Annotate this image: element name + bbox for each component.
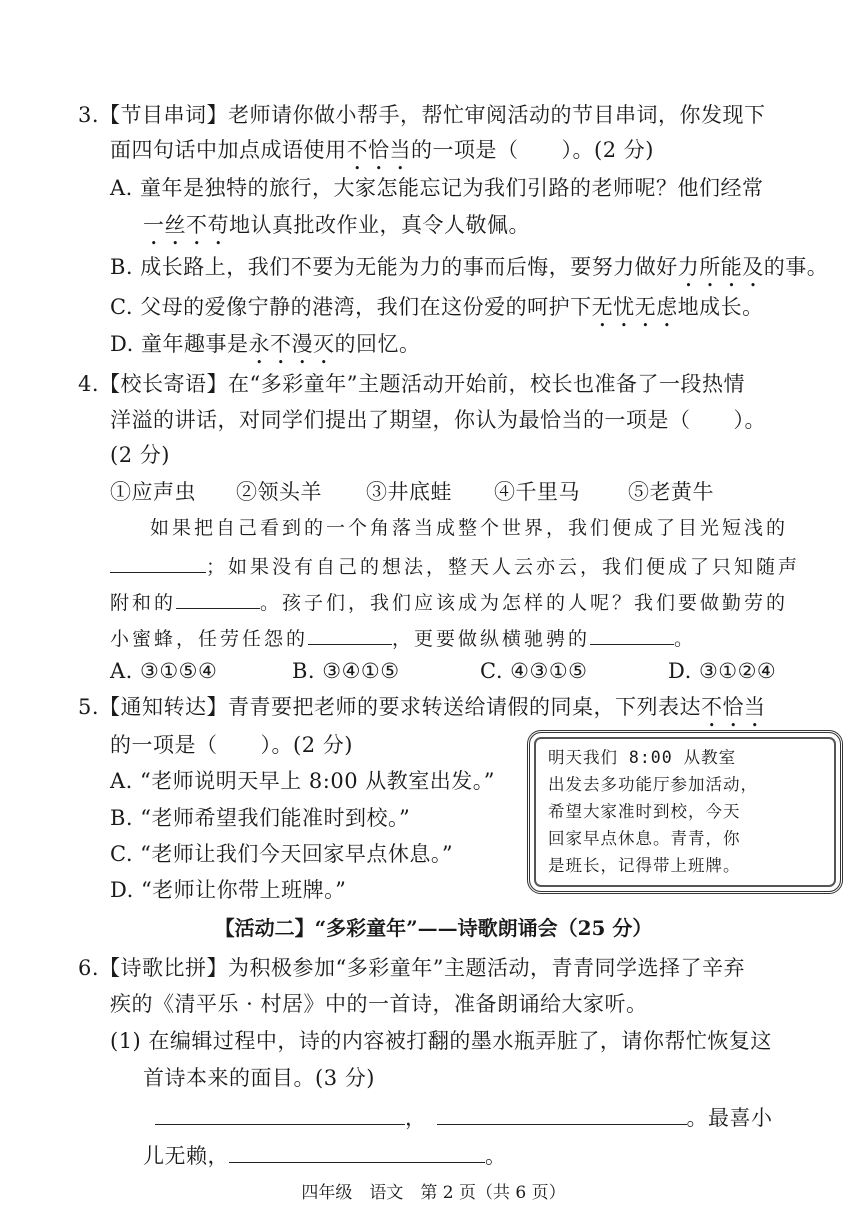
notice-line: 是班长，记得带上班牌。 [548, 856, 741, 875]
q5-option-b: B. “老师希望我们能准时到校。” [110, 806, 411, 830]
poem-fill-line1: ， 。最喜小 [155, 1102, 773, 1132]
q6-stem-line1: 6.【诗歌比拼】为积极参加“多彩童年”主题活动，青青同学选择了辛弃 [78, 956, 746, 980]
poem-fill-line2: 儿无赖， 。 [143, 1140, 507, 1170]
q3-stem-line1: 3.【节目串词】老师请你做小帮手，帮忙审阅活动的节目串词，你发现下 [78, 103, 766, 127]
q3-stem-line2: 面四句话中加点成语使用不恰当的一项是（ ）。(2 分) [110, 138, 654, 162]
q4-option-a: A. ③①⑤④ [110, 659, 218, 683]
q4-choice-1: ①应声虫 [110, 480, 196, 504]
q5-stem-line1: 5.【通知转达】青青要把老师的要求转送给请假的同桌，下列表达不恰当 [78, 695, 766, 719]
notice-line: 出发去多功能厅参加活动， [548, 775, 758, 794]
q4-option-c: C. ④③①⑤ [480, 659, 588, 683]
q4-passage-line4: 小蜜蜂，任劳任怨的 ，更要做纵横驰骋的 。 [110, 622, 696, 653]
notice-line: 希望大家准时到校，今天 [548, 802, 741, 821]
q6-sub1-line1: (1) 在编辑过程中，诗的内容被打翻的墨水瓶弄脏了，请你帮忙恢复这 [110, 1029, 772, 1053]
q5-option-a: A. “老师说明天早上 8:00 从教室出发。” [110, 769, 495, 793]
q3-option-b: B. 成长路上，我们不要为无能为力的事而后悔，要努力做好力所能及的事。 [110, 255, 829, 279]
notice-line: 明天我们 8:00 从教室 [548, 748, 737, 767]
q5-option-c: C. “老师让我们今天回家早点休息。” [110, 842, 454, 866]
q3-option-c: C. 父母的爱像宁静的港湾，我们在这份爱的呵护下无忧无虑地成长。 [110, 295, 764, 319]
q4-passage-line2: ；如果没有自己的想法，整天人云亦云，我们便成了只知随声 [110, 550, 800, 581]
answer-blank[interactable] [155, 1102, 405, 1125]
q5-stem-line2: 的一项是（ ）。(2 分) [110, 733, 353, 757]
q4-passage-line1: 如果把自己看到的一个角落当成整个世界，我们便成了目光短浅的 [150, 517, 789, 539]
q4-option-d: D. ③①②④ [668, 659, 777, 683]
q3-option-a-line1: A. 童年是独特的旅行，大家怎能忘记为我们引路的老师呢？他们经常 [110, 176, 764, 200]
page-footer: 四年级 语文 第 2 页（共 6 页） [301, 1183, 566, 1203]
section-title: 【活动二】“多彩童年”——诗歌朗诵会（25 分） [214, 916, 653, 940]
q4-option-b: B. ③④①⑤ [292, 659, 400, 683]
notice-line: 回家早点休息。青青，你 [548, 829, 741, 848]
answer-blank[interactable] [437, 1102, 687, 1125]
q4-choice-2: ②领头羊 [236, 480, 322, 504]
q4-stem-line3: (2 分) [110, 443, 170, 467]
answer-blank[interactable] [590, 622, 674, 645]
q5-option-d: D. “老师让你带上班牌。” [110, 878, 347, 902]
q4-choice-3: ③井底蛙 [366, 480, 452, 504]
q4-stem-line2: 洋溢的讲话，对同学们提出了期望，你认为最恰当的一项是（ ）。 [110, 408, 766, 432]
answer-blank[interactable] [229, 1140, 485, 1163]
q6-stem-line2: 疾的《清平乐 · 村居》中的一首诗，准备朗诵给大家听。 [110, 992, 648, 1016]
teacher-notice-box [527, 730, 843, 894]
answer-blank[interactable] [110, 550, 206, 573]
q4-choice-4: ④千里马 [494, 480, 580, 504]
q4-stem-line1: 4.【校长寄语】在“多彩童年”主题活动开始前，校长也准备了一段热情 [78, 372, 746, 396]
q4-passage-line3: 附和的 。孩子们，我们应该成为怎样的人呢？我们要做勤劳的 [110, 586, 788, 617]
q3-option-a-line2: 一丝不苟地认真批改作业，真令人敬佩。 [143, 213, 530, 237]
q3-option-d: D. 童年趣事是永不漫灭的回忆。 [110, 332, 421, 356]
q4-choice-5: ⑤老黄牛 [628, 480, 714, 504]
answer-blank[interactable] [308, 622, 392, 645]
answer-blank[interactable] [176, 586, 260, 609]
q6-sub1-line2: 首诗本来的面目。(3 分) [143, 1066, 375, 1090]
